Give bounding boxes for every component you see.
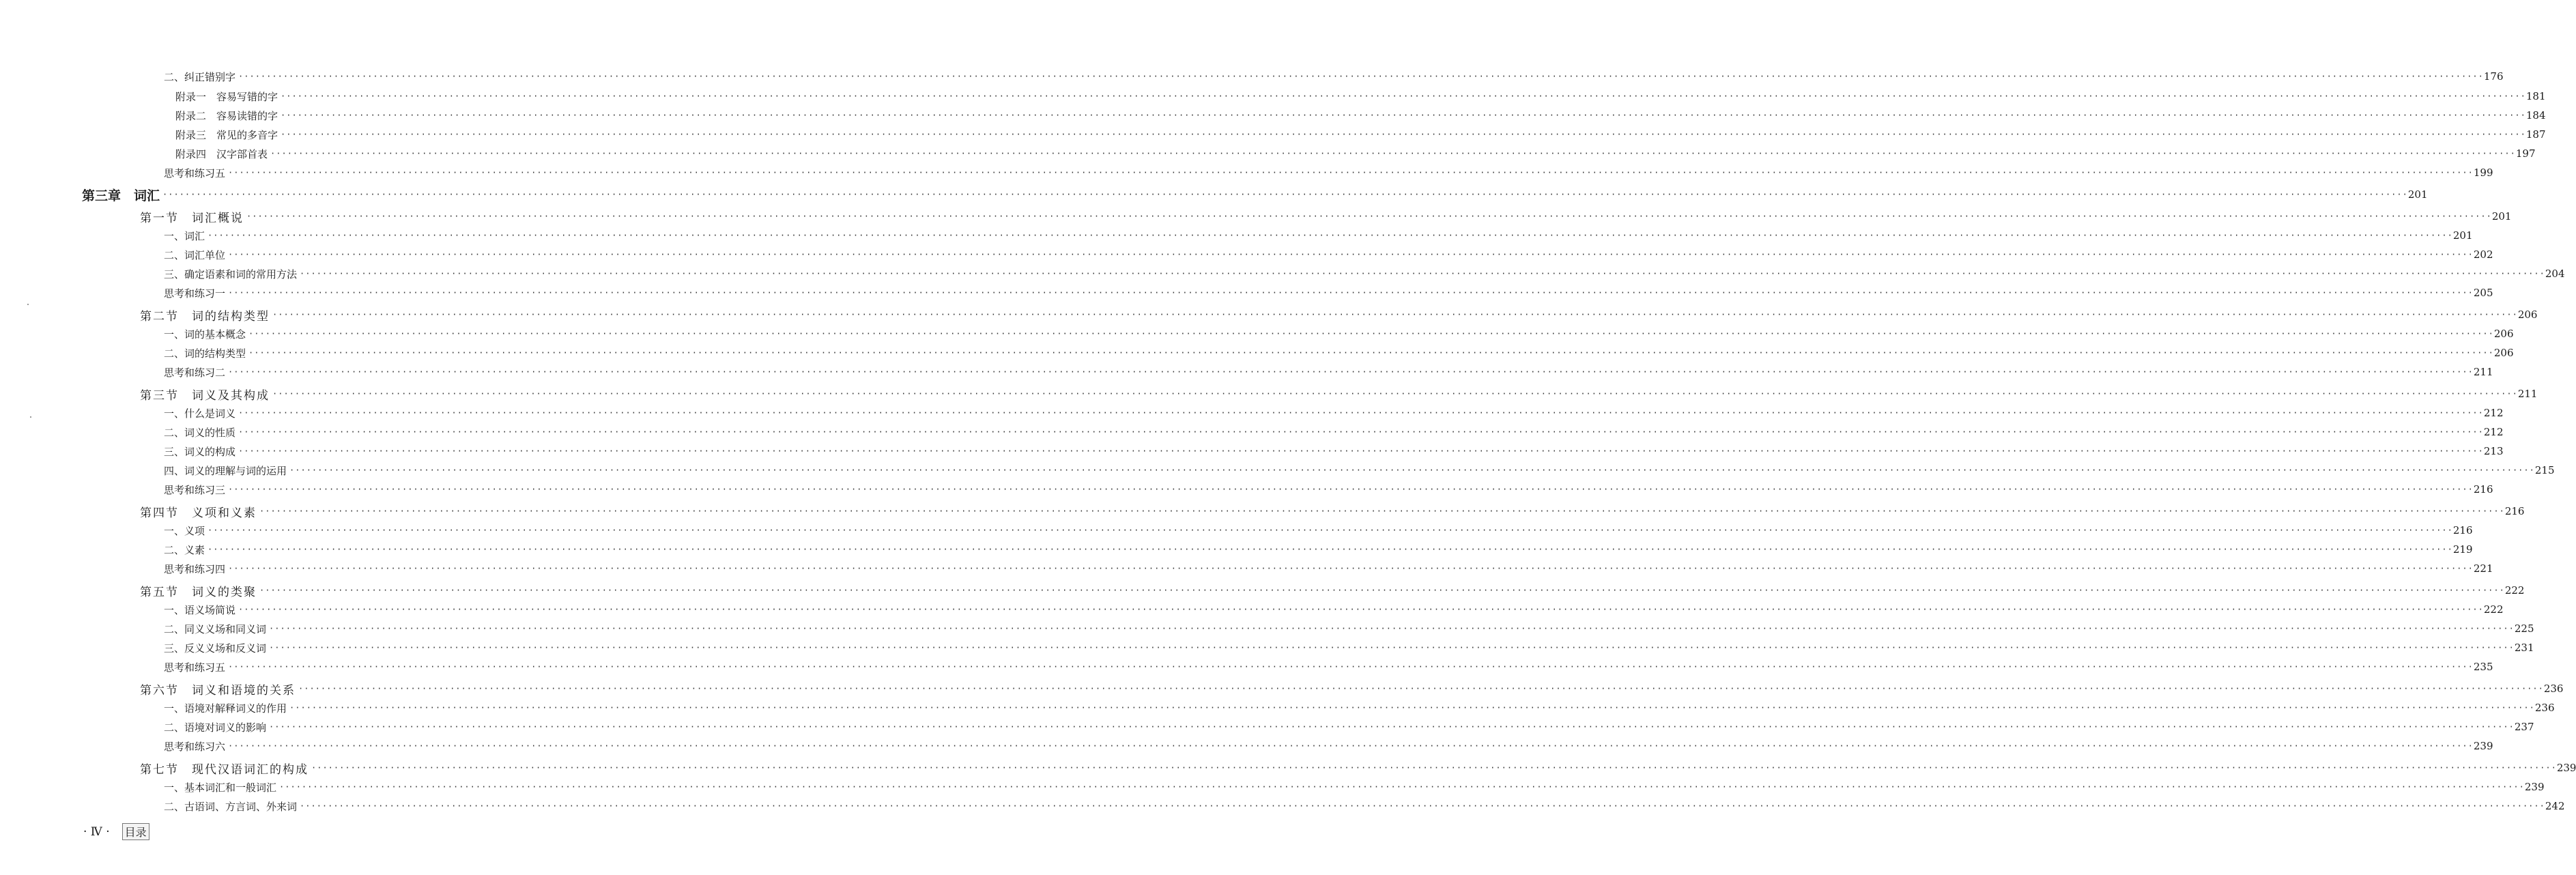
toc-entry-label: 第四节 义项和义素 xyxy=(140,506,257,520)
toc-entry-label: 一、词的基本概念 xyxy=(164,328,246,341)
toc-entry-page: 184 xyxy=(2525,109,2546,121)
toc-entry xyxy=(0,245,2493,264)
toc-leader-dots: ················································································································································································································································································································································································································ xyxy=(228,564,2474,573)
toc-entry xyxy=(0,67,2504,86)
toc-entry-label: 二、古语词、方言词、外来词 xyxy=(164,800,298,813)
toc-entry xyxy=(0,403,2504,422)
toc-entry xyxy=(0,797,2565,816)
toc-entry-page: 206 xyxy=(2493,347,2514,359)
toc-entry-label: 三、词义的构成 xyxy=(164,445,236,458)
toc-entry-label: 三、确定语素和词的常用方法 xyxy=(164,268,298,281)
toc-leader-dots: ················································································································································································································································································································································································································ xyxy=(289,465,2535,475)
toc-entry xyxy=(0,324,2514,343)
toc-leader-dots: ················································································································································································································································································································································································································ xyxy=(162,190,2408,199)
toc-entry-page: 212 xyxy=(2483,407,2504,419)
footer-page-number: · Ⅳ · xyxy=(83,824,110,839)
footer-section-title: 目录 xyxy=(122,823,149,840)
toc-entry-page: 236 xyxy=(2543,683,2564,695)
toc-entry-page: 187 xyxy=(2525,128,2546,141)
toc-leader-dots: ················································································································································································································································································································································································································ xyxy=(228,367,2474,377)
toc-entry-page: 216 xyxy=(2504,505,2525,517)
toc-leader-dots: ················································································································································································································································································································································································································ xyxy=(248,329,2494,339)
toc-entry-page: 222 xyxy=(2483,603,2504,616)
toc-leader-dots: ················································································································································································································································································································································································································ xyxy=(269,722,2515,732)
toc-entry xyxy=(0,185,2428,204)
toc-entry-page: 197 xyxy=(2515,147,2536,160)
toc-entry-page: 231 xyxy=(2514,642,2534,654)
toc-entry-label: 思考和练习六 xyxy=(164,740,226,753)
toc-entry xyxy=(0,384,2538,403)
toc-entry-page: 221 xyxy=(2473,562,2493,575)
toc-entry-label: 思考和练习五 xyxy=(164,661,226,674)
page-footer xyxy=(83,823,149,840)
toc-entry-label: 附录一 容易写错的字 xyxy=(175,90,278,103)
toc-entry-page: 201 xyxy=(2491,210,2512,223)
toc-entry xyxy=(0,442,2504,461)
toc-entry-label: 二、词义的性质 xyxy=(164,426,236,439)
toc-leader-dots: ················································································································································································································································································································································································································ xyxy=(238,446,2484,456)
toc-leader-dots: ················································································································································································································································································································································································································ xyxy=(259,506,2505,516)
toc-leader-dots: ················································································································································································································································································································································································································ xyxy=(238,427,2484,437)
toc-entry-page: 219 xyxy=(2452,543,2473,556)
toc-entry-page: 216 xyxy=(2473,483,2493,496)
toc-leader-dots: ················································································································································································································································································································································································································ xyxy=(281,130,2526,139)
toc-entry xyxy=(0,502,2525,521)
toc-entry xyxy=(0,226,2473,245)
toc-leader-dots: ················································································································································································································································································································································································································ xyxy=(238,72,2484,81)
toc-entry xyxy=(0,679,2564,698)
toc-leader-dots: ················································································································································································································································································································································································································ xyxy=(228,662,2474,672)
toc-entry xyxy=(0,305,2538,324)
toc-entry xyxy=(0,638,2534,657)
toc-leader-dots: ················································································································································································································································································································································································································ xyxy=(279,782,2525,792)
toc-entry-page: 239 xyxy=(2556,762,2576,774)
toc-entry-page: 237 xyxy=(2514,721,2534,733)
toc-entry-page: 205 xyxy=(2473,287,2493,299)
toc-entry-page: 199 xyxy=(2473,167,2493,179)
toc-entry-page: 201 xyxy=(2452,229,2473,242)
toc-entry xyxy=(0,758,2576,777)
toc-leader-dots: ················································································································································································································································································································································································································ xyxy=(300,269,2545,278)
scan-speck xyxy=(30,416,31,418)
toc-entry-label: 第五节 词义的类聚 xyxy=(140,585,257,599)
toc-leader-dots: ················································································································································································································································································································································································································ xyxy=(228,250,2474,259)
toc-entry xyxy=(0,461,2555,480)
toc-leader-dots: ················································································································································································································································································································································································································ xyxy=(272,389,2518,399)
toc-leader-dots: ················································································································································································································································································································································································································ xyxy=(300,801,2545,811)
toc-entry-label: 三、反义义场和反义词 xyxy=(164,642,267,655)
toc-leader-dots: ················································································································································································································································································································································································································ xyxy=(289,703,2535,713)
toc-entry xyxy=(0,422,2504,442)
toc-entry-label: 一、什么是词义 xyxy=(164,407,236,420)
toc-entry-label: 附录四 汉字部首表 xyxy=(175,147,268,160)
toc-leader-dots: ················································································································································································································································································································································································································ xyxy=(259,586,2505,595)
toc-leader-dots: ················································································································································································································································································································································································································ xyxy=(228,288,2474,298)
toc-leader-dots: ················································································································································································································································································································································································································ xyxy=(281,111,2526,120)
scan-speck xyxy=(27,304,29,305)
toc-entry-page: 225 xyxy=(2514,622,2534,635)
toc-entry xyxy=(0,581,2525,600)
toc-leader-dots: ················································································································································································································································································································································································································ xyxy=(207,545,2453,554)
toc-leader-dots: ················································································································································································································································································································································································································ xyxy=(228,741,2474,751)
toc-entry xyxy=(0,125,2546,144)
toc-entry-page: 242 xyxy=(2545,800,2565,812)
toc-leader-dots: ················································································································································································································································································································································································································ xyxy=(207,526,2453,535)
toc-entry-label: 思考和练习四 xyxy=(164,562,226,575)
toc-entry-page: 211 xyxy=(2517,388,2538,400)
toc-entry xyxy=(0,264,2565,283)
toc-leader-dots: ················································································································································································································································································································································································································ xyxy=(246,212,2492,221)
toc-leader-dots: ················································································································································································································································································································································································································ xyxy=(238,605,2484,614)
toc-entry-page: 235 xyxy=(2473,661,2493,673)
toc-entry-label: 第六节 词义和语境的关系 xyxy=(140,683,296,698)
toc-entry xyxy=(0,521,2473,540)
toc-entry-page: 239 xyxy=(2473,740,2493,752)
toc-entry-label: 一、义项 xyxy=(164,524,205,537)
toc-entry-label: 二、纠正错别字 xyxy=(164,70,236,83)
toc-entry xyxy=(0,777,2545,797)
toc-entry xyxy=(0,540,2473,559)
toc-leader-dots: ················································································································································································································································································································································································································ xyxy=(298,684,2544,693)
toc-entry xyxy=(0,657,2493,676)
toc-leader-dots: ················································································································································································································································································································································································································ xyxy=(270,149,2516,158)
toc-entry-page: 206 xyxy=(2517,309,2538,321)
toc-entry-label: 附录三 常见的多音字 xyxy=(175,128,278,141)
toc-entry-page: 211 xyxy=(2473,366,2493,378)
toc-entry xyxy=(0,144,2536,163)
toc-entry xyxy=(0,343,2514,362)
toc-entry xyxy=(0,717,2534,736)
toc-entry-label: 附录二 容易读错的字 xyxy=(175,109,278,122)
toc-leader-dots: ················································································································································································································································································································································································································ xyxy=(269,624,2515,633)
toc-entry-label: 四、词义的理解与词的运用 xyxy=(164,464,287,477)
toc-entry-label: 第三节 词义及其构成 xyxy=(140,388,270,403)
toc-entry-label: 二、同义义场和同义词 xyxy=(164,622,267,635)
toc-leader-dots: ················································································································································································································································································································································································································ xyxy=(272,310,2518,319)
toc-entry-page: 181 xyxy=(2525,90,2546,102)
toc-entry-label: 二、义素 xyxy=(164,543,205,556)
toc-entry xyxy=(0,283,2493,302)
toc-leader-dots: ················································································································································································································································································································································································································ xyxy=(281,91,2526,101)
toc-entry-page: 204 xyxy=(2545,268,2565,280)
toc-entry xyxy=(0,480,2493,499)
toc-entry xyxy=(0,106,2546,125)
toc-entry-label: 思考和练习二 xyxy=(164,366,226,379)
toc-entry-page: 222 xyxy=(2504,584,2525,597)
toc-entry-label: 一、语境对解释词义的作用 xyxy=(164,702,287,715)
toc-entry-label: 思考和练习一 xyxy=(164,287,226,300)
toc-leader-dots: ················································································································································································································································································································································································································ xyxy=(269,643,2515,652)
toc-entry-page: 212 xyxy=(2483,426,2504,438)
toc-entry-page: 215 xyxy=(2534,464,2555,476)
toc-entry xyxy=(0,600,2504,619)
toc-entry-page: 206 xyxy=(2493,328,2514,340)
toc-entry-label: 第一节 词汇概说 xyxy=(140,211,244,225)
toc-entry-label: 思考和练习三 xyxy=(164,483,226,496)
toc-entry-label: 二、词的结构类型 xyxy=(164,347,246,360)
toc-entry-label: 第三章 词汇 xyxy=(82,188,160,203)
toc-leader-dots: ················································································································································································································································································································································································································ xyxy=(248,348,2494,358)
toc-entry-page: 239 xyxy=(2524,781,2545,793)
toc-entry xyxy=(0,207,2512,226)
toc-entry-page: 201 xyxy=(2407,188,2428,201)
toc-leader-dots: ················································································································································································································································································································································································································ xyxy=(238,408,2484,418)
toc-entry-page: 236 xyxy=(2534,702,2555,714)
toc-entry xyxy=(0,559,2493,578)
toc-entry-page: 176 xyxy=(2483,70,2504,83)
toc-leader-dots: ················································································································································································································································································································································································································ xyxy=(228,485,2474,494)
toc-entry xyxy=(0,619,2534,638)
toc-leader-dots: ················································································································································································································································································································································································································ xyxy=(207,231,2453,240)
toc-entry xyxy=(0,362,2493,382)
toc-entry xyxy=(0,736,2493,756)
toc-entry xyxy=(0,87,2546,106)
toc-leader-dots: ················································································································································································································································································································································································································ xyxy=(228,168,2474,177)
toc-entry-label: 一、语义场简说 xyxy=(164,603,236,616)
toc-entry-page: 216 xyxy=(2452,524,2473,536)
toc-entry-label: 一、词汇 xyxy=(164,229,205,242)
toc-entry xyxy=(0,163,2493,182)
toc-entry-label: 思考和练习五 xyxy=(164,167,226,180)
toc-entry xyxy=(0,698,2555,717)
toc-entry-label: 一、基本词汇和一般词汇 xyxy=(164,781,277,794)
toc-entry-page: 213 xyxy=(2483,445,2504,457)
toc-entry-label: 第二节 词的结构类型 xyxy=(140,309,270,324)
toc-leader-dots: ················································································································································································································································································································································································································ xyxy=(311,763,2557,773)
toc-entry-label: 第七节 现代汉语词汇的构成 xyxy=(140,762,309,777)
toc-entry-page: 202 xyxy=(2473,248,2493,261)
toc-entry-label: 二、语境对词义的影响 xyxy=(164,721,267,734)
toc-entry-label: 二、词汇单位 xyxy=(164,248,226,261)
